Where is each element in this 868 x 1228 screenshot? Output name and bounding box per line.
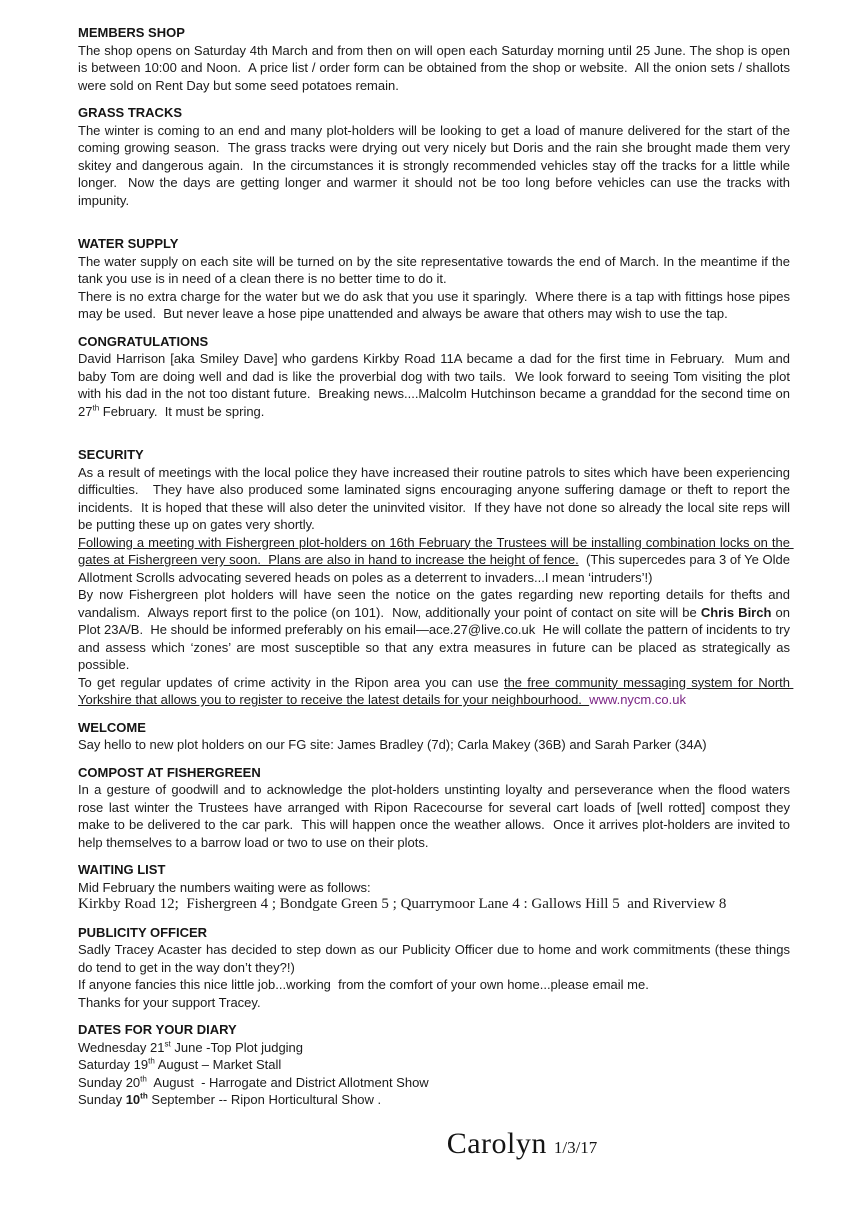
text-run: Say hello to new plot holders on our FG site: James Bradley (7d); Carla Makey (36B) and Sarah Parker (34A) xyxy=(78,737,707,752)
paragraph xyxy=(78,879,790,897)
section-heading: COMPOST AT FISHERGREEN xyxy=(78,764,261,780)
text-run: In a gesture of goodwill and to acknowledge the plot-holders unstinting loyalty and perseverance when the flood waters rose last winter the Trustees have arranged with Ripon Racecourse for several cart loads of [well rotted] compost they make to be delivered to the car park. This will happen once the weather allows. Once it arrives plot-holders are invited to help themselves to a barrow load or two to use on their plots. xyxy=(78,782,794,850)
section-security xyxy=(78,446,794,709)
section-waiting-list xyxy=(78,861,790,914)
paragraph xyxy=(78,736,790,754)
signature-date: 1/3/17 xyxy=(553,1137,598,1157)
document-sections xyxy=(78,24,794,1109)
section-water-supply xyxy=(78,235,794,323)
paragraph xyxy=(78,464,794,534)
paragraph xyxy=(78,534,794,587)
section-heading: WATER SUPPLY xyxy=(78,236,179,251)
paragraph xyxy=(78,1074,790,1092)
section-congratulations xyxy=(78,333,794,421)
underlined-notice: Following a meeting with Fishergreen plot-holders on 16th February the Trustees will be installing combination locks on the gates at Fishergreen very soon. Plans are also in hand to increase the height of fence. xyxy=(78,534,794,567)
text-run: June -Top Plot judging xyxy=(170,1039,304,1055)
section-welcome xyxy=(78,719,790,754)
text-run: If anyone fancies this nice little job...working from the comfort of your own home...please email me. xyxy=(78,977,649,992)
text-run: Thanks for your support Tracey. xyxy=(78,994,261,1010)
text-run: David Harrison [aka Smiley Dave] who gardens Kirkby Road 11A became a dad for the first time in February. Mum and baby Tom are doing well and dad is like the proverbial dog with two tails. We look forward to seeing Tom visiting the plot with his dad in the not too distant future. Breaking news....Malcolm Hutchinson became a granddad for the second time on 27 xyxy=(78,351,794,419)
section-heading: DATES FOR YOUR DIARY xyxy=(78,1022,237,1037)
text-run: th xyxy=(92,403,100,413)
signature xyxy=(166,1126,868,1160)
text-run: The shop opens on Saturday 4th March and from then on will open each Saturday morning until 25 June. The shop is open is between 10:00 and Noon. A price list / order form can be obtained from the shop or website. All the onion sets / shallots were sold on Rent Day but some seed potatoes remain. xyxy=(78,42,794,93)
signature-name: Carolyn xyxy=(446,1126,547,1160)
text-run: September -- Ripon Horticultural Show . xyxy=(147,1092,382,1107)
text-run: February. It must be spring. xyxy=(99,403,265,419)
section-heading: CONGRATULATIONS xyxy=(78,333,209,349)
text-run: Sunday 20 xyxy=(78,1074,141,1090)
section-heading: WELCOME xyxy=(78,719,146,735)
text-run: th xyxy=(140,1091,148,1101)
text-run: Wednesday 21 xyxy=(78,1039,165,1055)
text-run: on Plot 23A/B. He should be informed preferably on his email— xyxy=(78,604,794,637)
text-run: By now Fishergreen plot holders will have seen the notice on the gates regarding new reporting details for thefts and vandalism. Always report first to the police (on 101). Now, additionally your point of contact on site will be xyxy=(78,587,794,620)
paragraph xyxy=(78,674,794,709)
paragraph xyxy=(78,122,794,210)
paragraph xyxy=(78,42,794,95)
underlined-text: the free community messaging system for North Yorkshire that allows you to register to receive the latest details for your neighbourhood. xyxy=(78,674,794,707)
email-address: ace.27@live.co.uk xyxy=(428,622,536,637)
text-run: th xyxy=(140,1074,147,1084)
text-run: Saturday 19 xyxy=(78,1057,149,1072)
text-run: th xyxy=(148,1056,155,1066)
paragraph xyxy=(78,288,794,323)
section-publicity-officer xyxy=(78,924,794,1012)
paragraph xyxy=(78,253,794,288)
text-run: He will collate the pattern of incidents to try and assess which ‘zones’ are most susceptible so that any extra measures in future can be placed as strategically as possible. xyxy=(78,622,794,672)
text-run: August – Market Stall xyxy=(154,1057,282,1072)
text-run: st xyxy=(164,1039,171,1049)
text-run: Kirkby Road 12; Fishergreen 4 ; Bondgate Green 5 ; Quarrymoor Lane 4 : Gallows Hill 5 and Riverview 8 xyxy=(78,896,727,912)
text-run: Sadly Tracey Acaster has decided to step down as our Publicity Officer due to home and work commitments (these things do tend to get in the way don’t they?!) xyxy=(78,942,794,975)
paragraph xyxy=(78,586,794,674)
text-run: The water supply on each site will be turned on by the site representative towards the end of March. In the meantime if the tank you use is in need of a clean there is no better time to do it. xyxy=(78,253,794,286)
section-heading: GRASS TRACKS xyxy=(78,105,183,120)
text-run: The winter is coming to an end and many plot-holders will be looking to get a load of manure delivered for the start of the coming growing season. The grass tracks were drying out very nicely but Doris and the rain she brought made them very skitey and dangerous again. In the circumstances it is strongly recommended vehicles stay off the tracks for a little while longer. Now the days are getting longer and warmer it should not be too long before vehicles can use the tracks with impunity. xyxy=(78,122,794,208)
contact-name: Chris Birch xyxy=(700,604,772,620)
text-run: 10 xyxy=(125,1092,141,1107)
paragraph xyxy=(78,896,790,914)
text-run: (This supercedes para 3 of Ye Olde Allotment Scrolls advocating severed heads on poles as a deterrent to invaders...I mean ‘intruders’!) xyxy=(78,552,793,585)
section-dates-for-your-diary xyxy=(78,1021,790,1109)
section-heading: WAITING LIST xyxy=(78,862,166,877)
section-heading: PUBLICITY OFFICER xyxy=(78,924,208,940)
paragraph xyxy=(78,1091,790,1109)
nycm-link[interactable]: www.nycm.co.uk xyxy=(589,692,686,707)
text-run: To get regular updates of crime activity in the Ripon area you can use xyxy=(78,674,504,690)
section-grass-tracks xyxy=(78,104,794,209)
text-run: As a result of meetings with the local police they have increased their routine patrols to sites which have been experiencing difficulties. They have also produced some laminated signs encouraging anyone suffering damage or theft to report the incidents. It is hoped that these will also deter the uninvited visitor. If they have not done so already the local site reps will be putting these up on gates very shortly. xyxy=(78,464,794,532)
section-heading: MEMBERS SHOP xyxy=(78,25,185,40)
paragraph xyxy=(78,1039,790,1057)
text-run: Mid February the numbers waiting were as follows: xyxy=(78,879,371,895)
text-run: August - Harrogate and District Allotment Show xyxy=(146,1074,429,1090)
paragraph xyxy=(78,994,790,1012)
paragraph xyxy=(78,976,790,994)
text-run: Sunday xyxy=(78,1092,126,1107)
section-members-shop xyxy=(78,24,794,94)
paragraph xyxy=(78,1056,790,1074)
text-run: There is no extra charge for the water but we do ask that you use it sparingly. Where there is a tap with fittings hose pipes may be used. But never leave a hose pipe unattended and always be aware that others may wish to use the tap. xyxy=(78,288,794,321)
section-heading: SECURITY xyxy=(78,447,144,462)
section-compost-at-fishergreen xyxy=(78,764,794,852)
paragraph xyxy=(78,781,794,851)
paragraph xyxy=(78,941,794,976)
paragraph xyxy=(78,350,794,420)
